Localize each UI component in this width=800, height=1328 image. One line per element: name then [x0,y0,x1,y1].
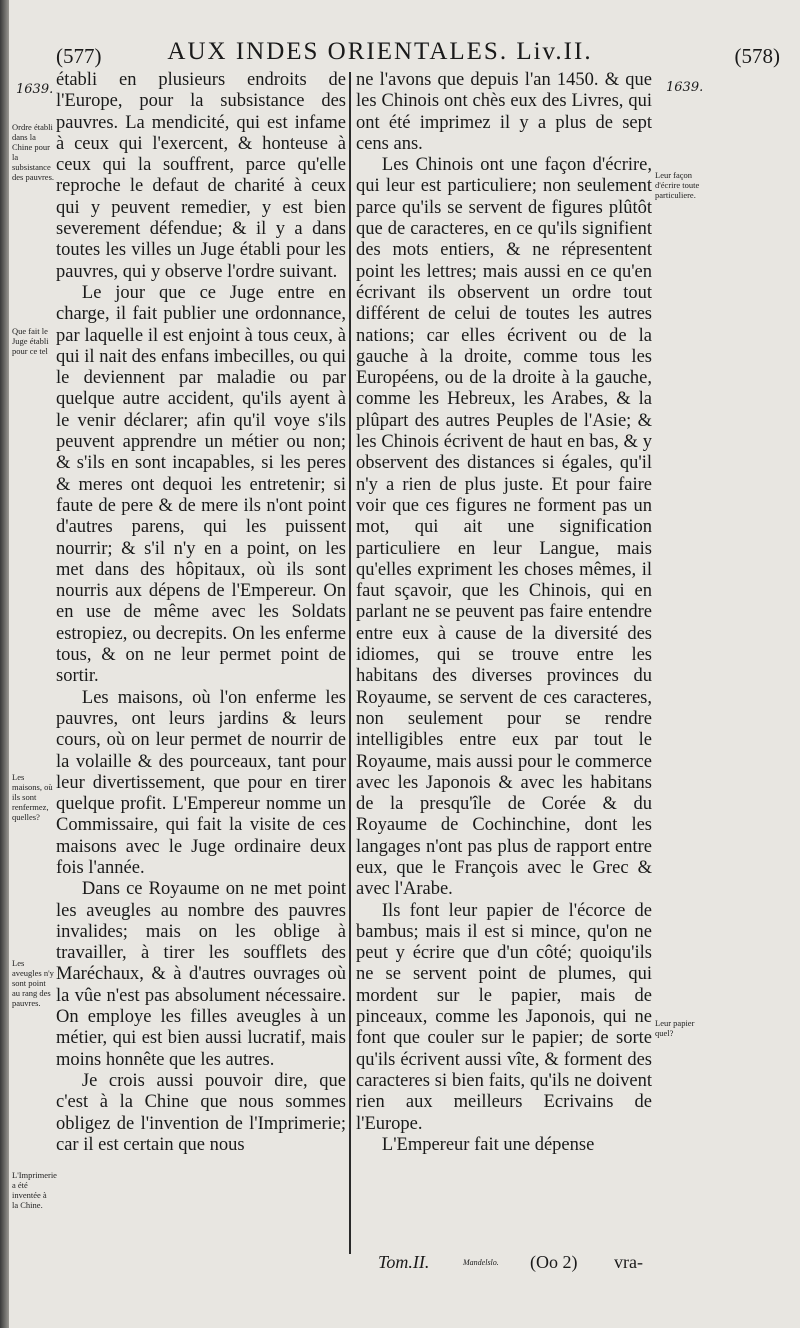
paragraph: établi en plusieurs endroits de l'Europe, pour la subsistance des pauvres. La mendicité, qui est infame à ceux qui l'exercent, & honteuse à ceux qui la souffrent, parce qu'elle reproche le defaut de charité à ceux qui y peuvent remedier, y est bien severement défendue; & il y a dans toutes les villes un Juge établi pour les pauvres, qui y observe l'ordre suivant. [56,70,346,282]
left-text-column [56,70,346,1156]
margin-note: Leur papier quel? [655,1018,695,1038]
catchword: vra- [614,1252,643,1272]
paragraph: Les maisons, où l'on enferme les pauvres, ont leurs jardins & leurs cours, où on leur permet de nourrir de la volaille & des pourceaux, tant pour leur divertissement, que pour en tirer quelque profit. L'Empereur nomme un Commissaire, qui fait la visite de ces maisons avec le Juge ordinaire deux fois l'année. [56,687,346,878]
margin-note: Les maisons, où ils sont renfermez, quelles? [12,772,53,822]
sheet-signature: (Oo 2) [530,1252,578,1272]
margin-year-left: 1639. [16,82,54,97]
margin-note: Les aveugles n'y sont point au rang des pauvres. [12,958,54,1008]
margin-note: Ordre établi dans la Chine pour la subsistance des pauvres. [12,122,55,182]
binding-shadow [0,0,9,1328]
margin-year-right: 1639. [666,80,704,95]
paragraph: ne l'avons que depuis l'an 1450. & que les Chinois ont chès eux des Livres, qui ont été imprimez il y a plus de sept cens ans. [356,70,652,154]
margin-note: Leur façon d'écrire toute particuliere. [655,170,700,200]
paragraph: Ils font leur papier de l'écorce de bambus; mais il est si mince, qu'on ne peut y écrire que d'un côté; quoiqu'ils ne se servent point de plumes, qui mordent sur le papier, mais de pinceaux, comme les Japonois, qui ne font que couler sur le papier; de sorte qu'ils écrivent aussi vîte, & forment des caracteres si bien faits, qu'ils ne doivent rien aux meilleurs Ecrivains de l'Europe. [356,900,652,1134]
margin-note: L'Imprimerie a été inventée à la Chine. [12,1170,57,1210]
paragraph: Dans ce Royaume on ne met point les aveugles au nombre des pauvres invalides; mais on les oblige à travailler, à tirer les soufflets des Maréchaux, & à d'autres ouvrages où la vûe n'est pas absolument nécessaire. On employe les filles aveugles à un métier, qui est bien aussi lucratif, mais moins honnête que les autres. [56,879,346,1070]
page-number-left: (577) [56,44,102,68]
margin-note: Que fait le Juge établi pour ce tel [12,326,49,356]
running-header [40,38,780,74]
column-divider [349,72,351,1254]
paragraph: Je crois aussi pouvoir dire, que c'est à la Chine que nous sommes obligez de l'invention de l'Imprimerie; car il est certain que nous [56,1070,346,1155]
tome-label: Tom.II. [378,1252,430,1272]
page-number-right: (578) [734,44,780,68]
signature-mark: Mandelslo. [463,1258,499,1267]
paragraph: L'Empereur fait une dépense [381,1134,595,1155]
paragraph: Le jour que ce Juge entre en charge, il fait publier une ordonnance, par laquelle il est enjoint à tous ceux, à qui il nait des enfans imbecilles, ou qui le deviennent par maladie ou par quelque autre accident, qu'ils ayent à le venir déclarer; afin qu'il voye s'ils peuvent apprendre un métier ou non; & s'ils en sont incapables, si les peres & meres ont dequoi les entretenir; si faute de pere & de mere ils n'ont point d'autres parens, qui les puissent nourrir; & s'il n'y en a point, on les met dans des hôpitaux, où ils sont nourris aux dépens de l'Empereur. On en use de même avec les Soldats estropiez, ou decrepits. On les enferme tous, & on ne leur permet point de sortir. [56,282,346,687]
running-title: AUX INDES ORIENTALES. Liv.II. [167,38,593,65]
right-text-column [356,70,652,1156]
paragraph: Les Chinois ont une façon d'écrire, qui leur est particuliere; non seulement parce qu'ils se servent de figures plûtôt que de caracteres, en ce qu'ils signifient des mots entiers, & ne répresentent point les lettres; mais aussi en ce qu'en écrivant ils observent un ordre tout différent de celui de toutes les autres nations; car elles écrivent ou de la gauche à la droite, comme tous les Européens, ou de la droite à la gauche, comme les Hebreux, les Arabes, & la plûpart des autres Peuples de l'Asie; & les Chinois écrivent de haut en bas, & y observent des distances si égales, qu'il n'y a rien de plus juste. Et pour faire voir que ces figures ne forment pas un mot, qui ait une signification particuliere en leur Langue, mais qu'elles expriment les choses mêmes, il faut sçavoir, que les Chinois, qui en parlant ne se peuvent pas faire entendre entre eux à cause de la diversité des idiomes, qui se trouve entre les habitans des diverses provinces du Royaume, se servent de ces caracteres, non seulement pour se rendre intelligibles entre eux par tout le Royaume, mais aussi pour le commerce avec les Japonois & avec les habitans de la presqu'île de Corée & du Royaume de Cochinchine, dont les langages n'ont pas plus de rapport entre eux, que le François avec le Grec & avec l'Arabe. [356,155,652,900]
